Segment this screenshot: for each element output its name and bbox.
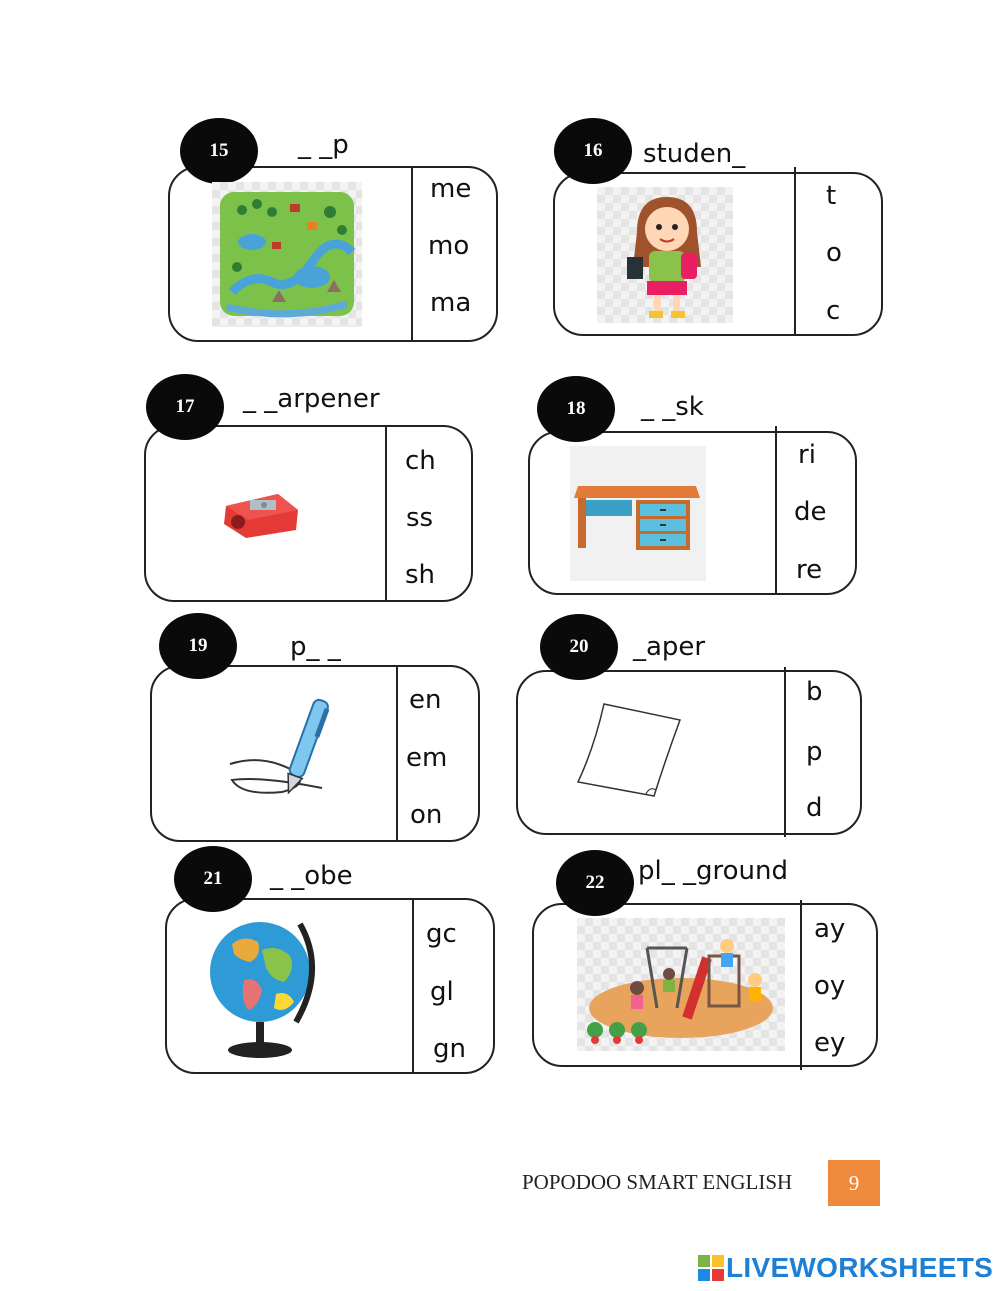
option-2[interactable]: gl	[430, 977, 454, 1007]
page-number: 9	[828, 1160, 880, 1206]
pen-picture	[222, 692, 334, 802]
liveworksheets-icon	[698, 1255, 724, 1281]
option-1[interactable]: me	[430, 174, 472, 204]
option-3[interactable]: gn	[433, 1034, 466, 1064]
exercise-word-prompt: _ _sk	[641, 392, 704, 422]
option-3[interactable]: ma	[430, 288, 472, 318]
option-2[interactable]: p	[806, 737, 823, 767]
exercise-word-prompt: studen_	[643, 139, 746, 169]
exercise-number-badge: 17	[146, 374, 224, 440]
student-girl-picture	[597, 187, 733, 323]
exercise-number-badge: 21	[174, 846, 252, 912]
option-1[interactable]: en	[409, 685, 442, 715]
option-3[interactable]: re	[796, 555, 823, 585]
exercise-number-badge: 16	[554, 118, 632, 184]
exercise-word-prompt: _ _arpener	[243, 384, 380, 414]
option-1[interactable]: b	[806, 677, 823, 707]
exercise-number-badge: 22	[556, 850, 634, 916]
card-divider	[385, 427, 387, 600]
option-1[interactable]: ch	[405, 446, 436, 476]
sharpener-picture	[218, 488, 304, 540]
exercise-word-prompt: p_ _	[290, 632, 341, 662]
option-2[interactable]: oy	[814, 971, 846, 1001]
option-3[interactable]: c	[826, 296, 841, 326]
card-divider	[396, 667, 398, 840]
exercise-word-prompt: _aper	[633, 632, 706, 662]
card-divider	[411, 168, 413, 340]
exercise-number-badge: 15	[180, 118, 258, 184]
map-picture	[212, 182, 362, 327]
option-1[interactable]: ri	[798, 440, 816, 470]
card-divider	[800, 900, 802, 1070]
option-1[interactable]: t	[826, 181, 837, 211]
option-1[interactable]: gc	[426, 919, 457, 949]
liveworksheets-logo	[698, 1252, 993, 1284]
exercise-word-prompt: _ _obe	[270, 861, 353, 891]
option-2[interactable]: de	[794, 497, 827, 527]
option-2[interactable]: o	[826, 238, 842, 268]
option-3[interactable]: d	[806, 793, 823, 823]
exercise-number-badge: 18	[537, 376, 615, 442]
card-divider	[784, 667, 786, 837]
exercise-word-prompt: _ _p	[298, 130, 349, 160]
liveworksheets-watermark: LIVEWORKSHEETS	[726, 1252, 994, 1283]
exercise-number-badge: 20	[540, 614, 618, 680]
exercise-number-badge: 19	[159, 613, 237, 679]
option-1[interactable]: ay	[814, 914, 846, 944]
option-2[interactable]: em	[406, 743, 448, 773]
card-divider	[775, 426, 777, 593]
publisher-footer: POPODOO SMART ENGLISH	[522, 1170, 793, 1194]
card-divider	[794, 167, 796, 334]
option-3[interactable]: on	[410, 800, 443, 830]
option-2[interactable]: ss	[406, 503, 434, 533]
option-2[interactable]: mo	[428, 231, 470, 261]
exercise-word-prompt: pl_ _ground	[638, 856, 788, 886]
card-divider	[412, 900, 414, 1072]
playground-picture	[577, 918, 785, 1051]
globe-picture	[204, 910, 322, 1062]
option-3[interactable]: ey	[814, 1028, 846, 1058]
paper-picture	[570, 698, 686, 806]
option-3[interactable]: sh	[405, 560, 436, 590]
desk-picture	[570, 446, 706, 581]
